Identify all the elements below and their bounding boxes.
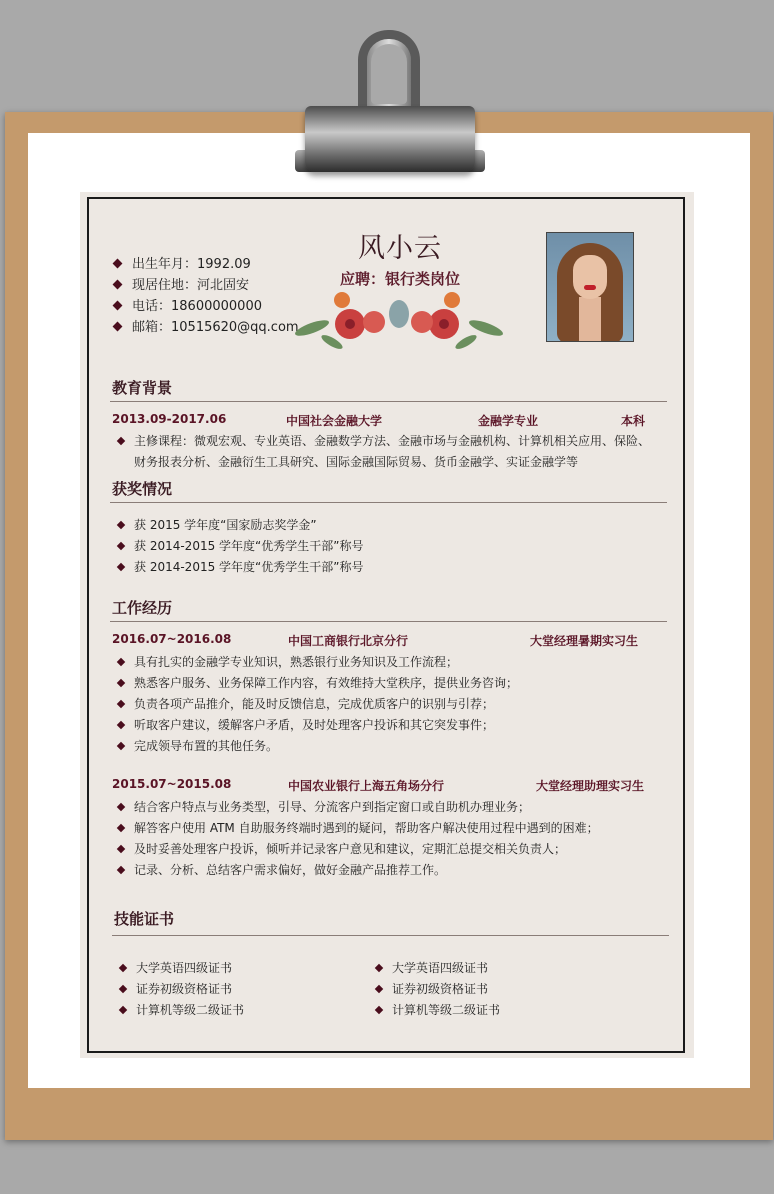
edu-school: 中国社会金融大学 [286, 414, 383, 428]
job-duty: 结合客户特点与业务类型，引导、分流客户到指定窗口或自助机办理业务； [118, 798, 530, 815]
diamond-bullet-icon [117, 845, 125, 853]
diamond-bullet-icon [117, 437, 125, 445]
edu-courses: 主修课程：微观宏观、专业英语、金融数学方法、金融市场与金融机构、计算机相关应用、保险、 [118, 432, 650, 449]
edu-courses-cont: 财务报表分析、金融衍生工具研究、国际金融国际贸易、货币金融学、实证金融学等 [134, 455, 579, 469]
job-duty: 负责各项产品推介，能及时反馈信息，完成优质客户的识别与引荐； [118, 695, 494, 712]
diamond-bullet-icon [117, 742, 125, 750]
job-duty: 具有扎实的金融学专业知识，熟悉银行业务知识及工作流程； [118, 653, 458, 670]
floral-decoration [292, 288, 506, 352]
diamond-bullet-icon [117, 521, 125, 529]
diamond-bullet-icon [113, 322, 123, 332]
info-birth: 出生年月：1992.09 [114, 254, 299, 275]
section-title-awards: 获奖情况 [112, 480, 173, 498]
job-duty: 熟悉客户服务、业务保障工作内容，有效维持大堂秩序，提供业务咨询； [118, 674, 518, 691]
award-item: 获 2014-2015 学年度“优秀学生干部”称号 [118, 558, 363, 575]
binder-clip [305, 106, 475, 172]
profile-photo [546, 232, 634, 342]
job-duty: 及时妥善处理客户投诉，倾听并记录客户意见和建议，定期汇总提交相关负责人； [118, 840, 566, 857]
diamond-bullet-icon [113, 301, 123, 311]
section-title-work: 工作经历 [112, 599, 173, 617]
edu-period: 2013.09-2017.06 [112, 412, 227, 426]
diamond-bullet-icon [119, 985, 127, 993]
job-position: 大堂经理助理实习生 [536, 779, 645, 793]
award-item: 获 2014-2015 学年度“优秀学生干部”称号 [118, 537, 363, 554]
info-email: 邮箱：10515620@qq.com [114, 317, 299, 338]
skill-item: 计算机等级二级证书 [376, 1001, 500, 1018]
job-position: 大堂经理暑期实习生 [530, 634, 639, 648]
divider [110, 502, 667, 503]
diamond-bullet-icon [113, 280, 123, 290]
diamond-bullet-icon [375, 985, 383, 993]
diamond-bullet-icon [113, 259, 123, 269]
job-duty: 记录、分析、总结客户需求偏好，做好金融产品推荐工作。 [118, 861, 446, 878]
job-period: 2015.07~2015.08 [112, 777, 232, 791]
section-title-education: 教育背景 [112, 379, 173, 397]
diamond-bullet-icon [117, 700, 125, 708]
diamond-bullet-icon [117, 563, 125, 571]
diamond-bullet-icon [117, 658, 125, 666]
applied-position: 应聘：银行类岗位 [339, 270, 460, 288]
job-company: 中国农业银行上海五角场分行 [288, 779, 445, 793]
job-period: 2016.07~2016.08 [112, 632, 232, 646]
divider [110, 621, 667, 622]
diamond-bullet-icon [117, 824, 125, 832]
info-residence: 现居住地：河北固安 [114, 275, 299, 296]
diamond-bullet-icon [117, 542, 125, 550]
divider [112, 935, 669, 936]
skill-item: 证券初级资格证书 [376, 980, 488, 997]
diamond-bullet-icon [375, 1006, 383, 1014]
diamond-bullet-icon [117, 721, 125, 729]
diamond-bullet-icon [375, 964, 383, 972]
job-company: 中国工商银行北京分行 [288, 634, 409, 648]
diamond-bullet-icon [117, 803, 125, 811]
skill-item: 证券初级资格证书 [120, 980, 232, 997]
award-item: 获 2015 学年度“国家励志奖学金” [118, 516, 317, 533]
skill-item: 大学英语四级证书 [376, 959, 488, 976]
skill-item: 计算机等级二级证书 [120, 1001, 244, 1018]
edu-major: 金融学专业 [478, 414, 539, 428]
diamond-bullet-icon [117, 866, 125, 874]
edu-degree: 本科 [621, 414, 646, 428]
diamond-bullet-icon [117, 679, 125, 687]
skill-item: 大学英语四级证书 [120, 959, 232, 976]
section-title-skills: 技能证书 [114, 910, 175, 928]
info-phone: 电话：18600000000 [114, 296, 299, 317]
diamond-bullet-icon [119, 1006, 127, 1014]
diamond-bullet-icon [119, 964, 127, 972]
personal-info [114, 254, 299, 338]
job-duty: 听取客户建议，缓解客户矛盾，及时处理客户投诉和其它突发事件； [118, 716, 494, 733]
candidate-name: 风小云 [358, 233, 442, 264]
divider [110, 401, 667, 402]
job-duty: 完成领导布置的其他任务。 [118, 737, 278, 754]
job-duty: 解答客户使用 ATM 自助服务终端时遇到的疑问，帮助客户解决使用过程中遇到的困难； [118, 819, 599, 836]
